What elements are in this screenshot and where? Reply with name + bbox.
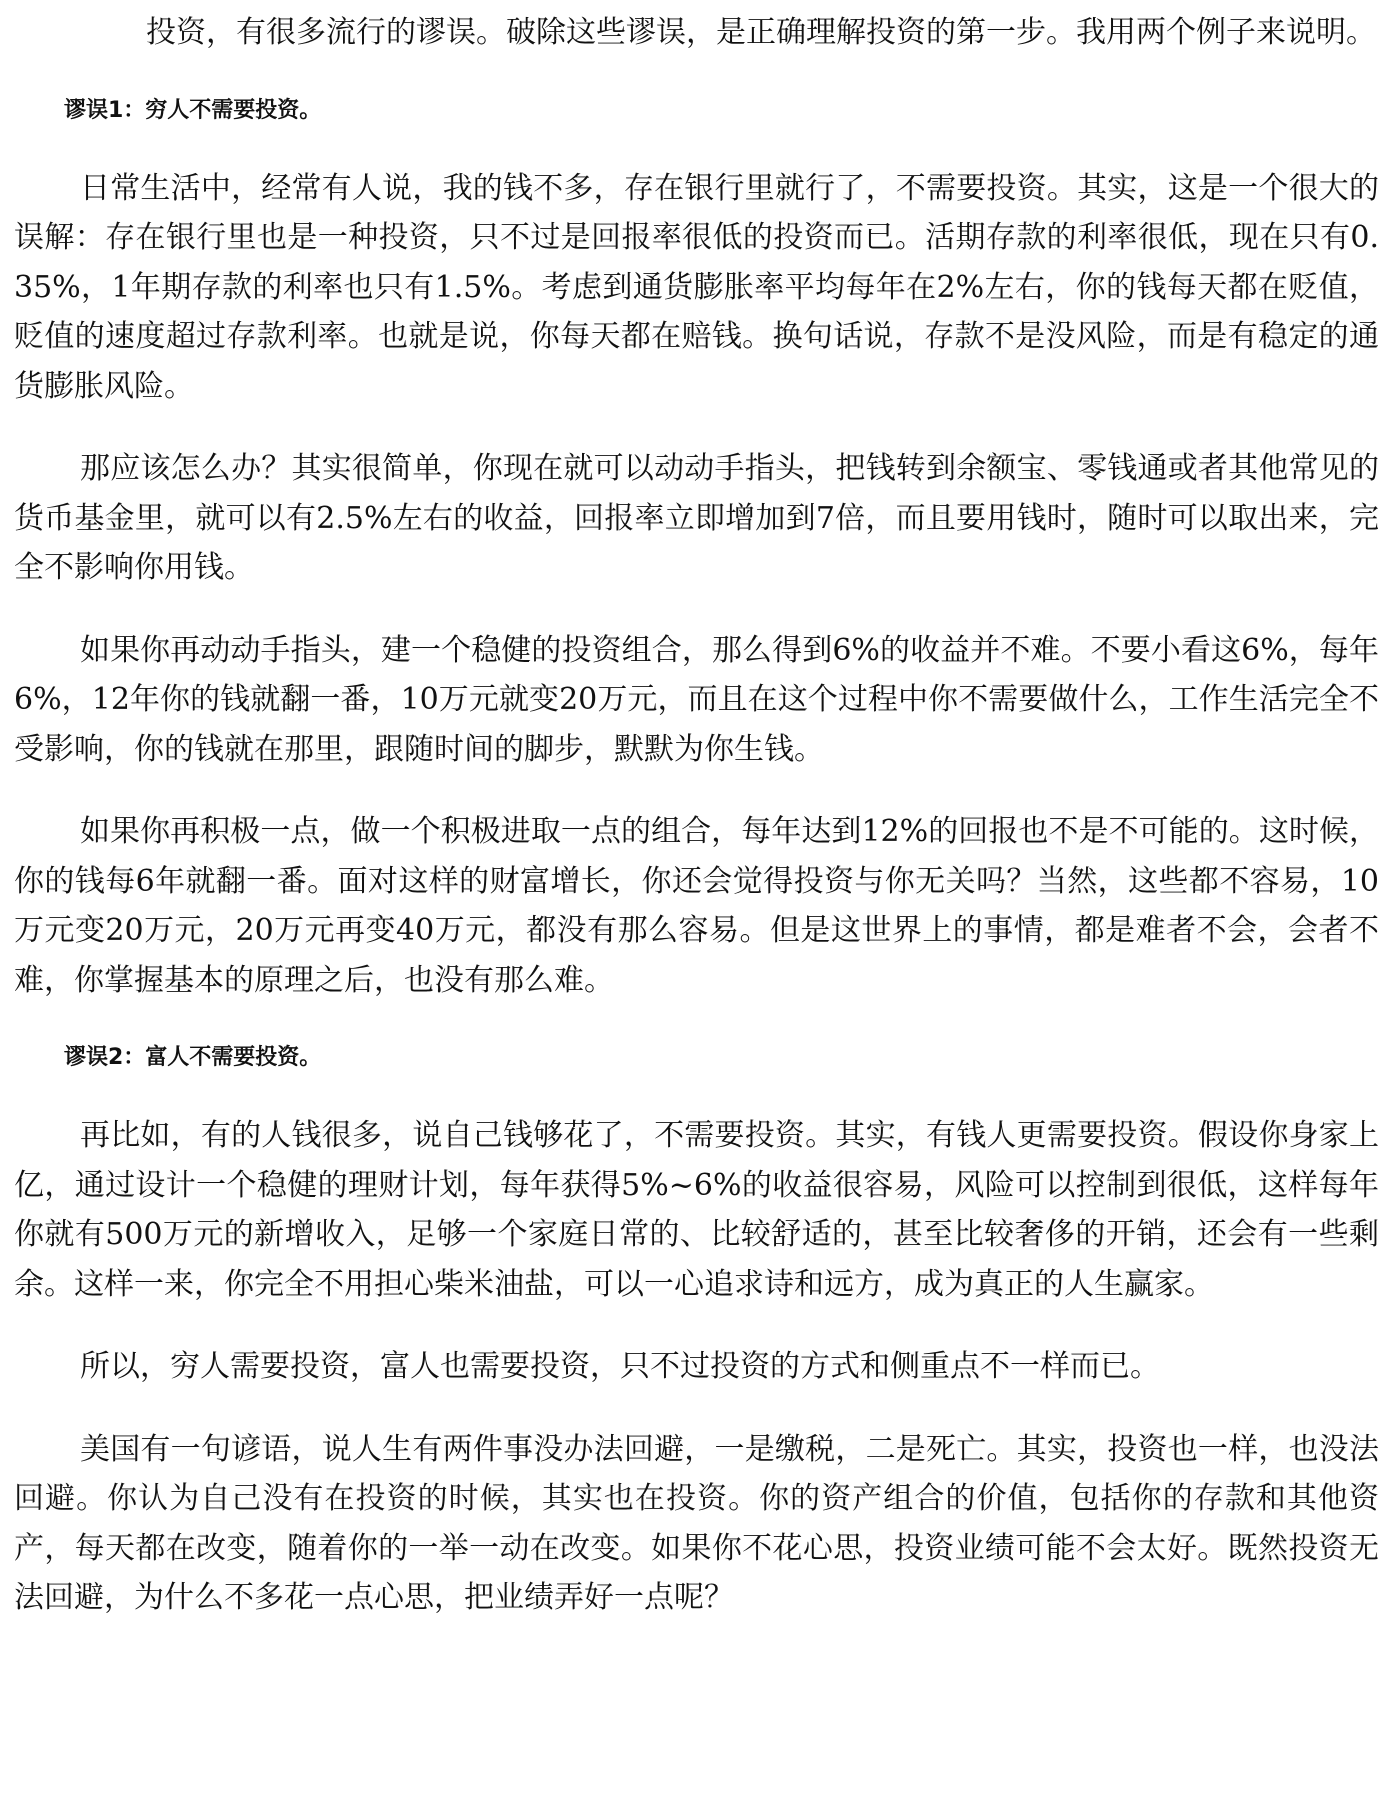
- paragraph-rich-investing: 再比如，有的人钱很多，说自己钱够花了，不需要投资。其实，有钱人更需要投资。假设你身家上亿，通过设计一个稳健的理财计划，每年获得5%~6%的收益很容易，风险可以控制到很低，这样每年你就有500万元的新增收入，足够一个家庭日常的、比较舒适的，甚至比较奢侈的开销，还会有一些剩余。这样一来，你完全不用担心柴米油盐，可以一心追求诗和远方，成为真正的人生赢家。: [14, 1118, 1379, 1302]
- paragraph-savings: 日常生活中，经常有人说，我的钱不多，存在银行里就行了，不需要投资。其实，这是一个很大的误解：存在银行里也是一种投资，只不过是回报率很低的投资而已。活期存款的利率很低，现在只有0.35%，1年期存款的利率也只有1.5%。考虑到通货膨胀率平均每年在2%左右，你的钱每天都在贬值，贬值的速度超过存款利率。也就是说，你每天都在赔钱。换句话说，存款不是没风险，而是有稳定的通货膨胀风险。: [14, 170, 1379, 404]
- paragraph-proverb: 美国有一句谚语，说人生有两件事没办法回避，一是缴税，二是死亡。其实，投资也一样，也没法回避。你认为自己没有在投资的时候，其实也在投资。你的资产组合的价值，包括你的存款和其他资产，每天都在改变，随着你的一举一动在改变。如果你不花心思，投资业绩可能不会太好。既然投资无法回避，为什么不多花一点心思，把业绩弄好一点呢？: [14, 1431, 1379, 1615]
- document-page: [14, 8, 1379, 1623]
- paragraph-money-fund: 那应该怎么办？其实很简单，你现在就可以动动手指头，把钱转到余额宝、零钱通或者其他常见的货币基金里，就可以有2.5%左右的收益，回报率立即增加到7倍，而且要用钱时，随时可以取出来，完全不影响你用钱。: [14, 451, 1379, 585]
- paragraph-steady-portfolio: 如果你再动动手指头，建一个稳健的投资组合，那么得到6%的收益并不难。不要小看这6%，每年6%，12年你的钱就翻一番，10万元就变20万元，而且在这个过程中你不需要做什么，工作生活完全不受影响，你的钱就在那里，跟随时间的脚步，默默为你生钱。: [14, 632, 1379, 767]
- intro-paragraph: 投资，有很多流行的谬误。破除这些谬误，是正确理解投资的第一步。我用两个例子来说明。: [146, 15, 1376, 50]
- paragraph-aggressive-portfolio: 如果你再积极一点，做一个积极进取一点的组合，每年达到12%的回报也不是不可能的。这时候，你的钱每6年就翻一番。面对这样的财富增长，你还会觉得投资与你无关吗？当然，这些都不容易，10万元变20万元，20万元再变40万元，都没有那么容易。但是这世界上的事情，都是难者不会，会者不难，你掌握基本的原理之后，也没有那么难。: [14, 814, 1379, 998]
- fallacy-2-heading: 谬误2：富人不需要投资。: [64, 1045, 322, 1070]
- fallacy-1-heading: 谬误1：穷人不需要投资。: [64, 97, 322, 123]
- paragraph-conclusion: 所以，穷人需要投资，富人也需要投资，只不过投资的方式和侧重点不一样而已。: [80, 1349, 1160, 1384]
